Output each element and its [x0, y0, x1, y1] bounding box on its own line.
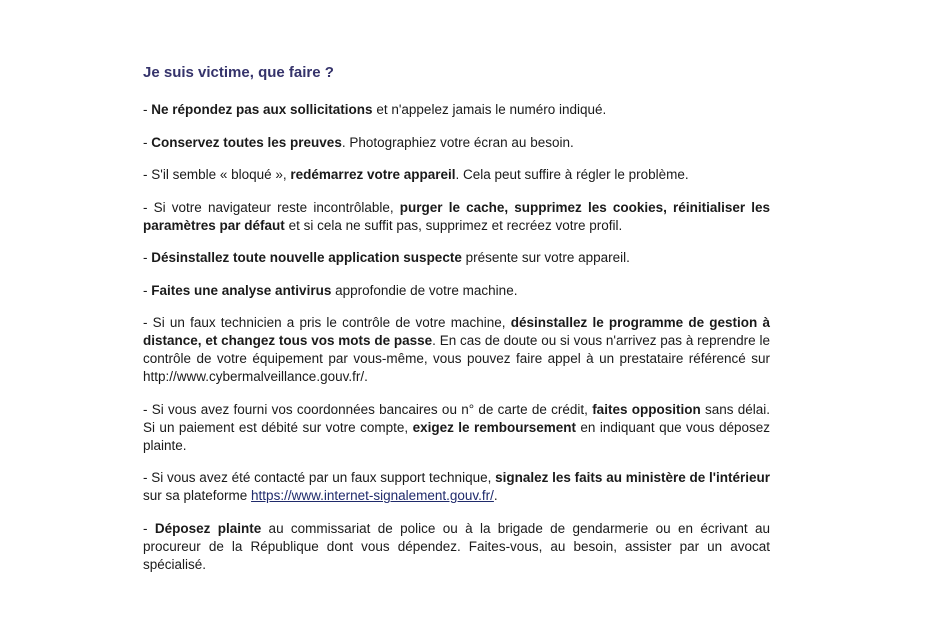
- body-text: -: [143, 102, 152, 117]
- body-text: - Si vous avez été contacté par un faux support technique,: [143, 470, 496, 485]
- body-text: au commissariat de police ou à la brigade de gendarmerie ou en écrivant au procureur de la République dont vous dépendez. Faites-vous, au besoin, assister par un avocat spécialisé.: [143, 520, 770, 572]
- body-text: -: [143, 520, 155, 536]
- body-text: en indiquant que vous déposez plainte.: [143, 419, 771, 453]
- emphasis-text: purger le cache, supprimez les cookies, réinitialiser les paramètres par défaut: [143, 199, 771, 233]
- emphasis-text: faites opposition: [592, 401, 701, 417]
- body-text: . Cela peut suffire à régler le problème.: [455, 167, 689, 182]
- advice-paragraph: [143, 199, 770, 235]
- advice-paragraph: [143, 249, 770, 267]
- emphasis-text: Déposez plainte: [154, 520, 262, 536]
- body-text: .: [493, 488, 498, 503]
- emphasis-text: exigez le remboursement: [412, 419, 576, 435]
- body-text: - Si vous avez fourni vos coordonnées bancaires ou n° de carte de crédit,: [143, 401, 593, 417]
- signalement-link[interactable]: https://www.internet-signalement.gouv.fr/: [251, 488, 494, 503]
- body-text: - S'il semble « bloqué »,: [143, 167, 291, 182]
- emphasis-text: désinstallez le programme de gestion à distance, et changez tous vos mots de passe: [143, 315, 770, 348]
- advice-list: [143, 101, 770, 574]
- advice-paragraph: [143, 282, 770, 300]
- advice-paragraph: [143, 314, 770, 386]
- advice-paragraph: [143, 401, 770, 455]
- body-text: - Si votre navigateur reste incontrôlable,: [143, 199, 400, 215]
- body-text: - Si un faux technicien a pris le contrôle de votre machine,: [143, 315, 511, 330]
- page-title: Je suis victime, que faire ?: [143, 64, 334, 81]
- body-text: -: [143, 134, 152, 150]
- advice-paragraph: [143, 520, 770, 574]
- emphasis-text: Conservez toutes les preuves: [151, 134, 342, 150]
- emphasis-text: signalez les faits au ministère de l'intérieur: [495, 470, 770, 485]
- emphasis-text: redémarrez votre appareil: [290, 167, 456, 182]
- body-text: présente sur votre appareil.: [461, 250, 630, 265]
- document-body: [143, 62, 770, 574]
- body-text: sur sa plateforme: [143, 488, 252, 503]
- body-text: -: [143, 250, 152, 265]
- body-text: sans délai. Si un paiement est débité sur votre compte,: [143, 401, 770, 435]
- body-text: et n'appelez jamais le numéro indiqué.: [372, 102, 607, 117]
- body-text: . Photographiez votre écran au besoin.: [341, 134, 574, 150]
- advice-paragraph: [143, 469, 770, 505]
- body-text: -: [143, 282, 152, 298]
- advice-paragraph: [143, 166, 770, 184]
- body-text: approfondie de votre machine.: [331, 282, 518, 298]
- body-text: et si cela ne suffit pas, supprimez et recréez votre profil.: [284, 217, 623, 233]
- emphasis-text: Désinstallez toute nouvelle application suspecte: [151, 250, 462, 265]
- emphasis-text: Faites une analyse antivirus: [151, 282, 332, 298]
- emphasis-text: Ne répondez pas aux sollicitations: [151, 102, 373, 117]
- advice-paragraph: [143, 134, 770, 152]
- body-text: . En cas de doute ou si vous n'arrivez pas à reprendre le contrôle de votre équipement par vous-même, vous pouvez faire appel à un prestataire référencé sur http://www.cybermalveillance.gouv.fr/.: [143, 333, 770, 384]
- advice-paragraph: [143, 101, 770, 119]
